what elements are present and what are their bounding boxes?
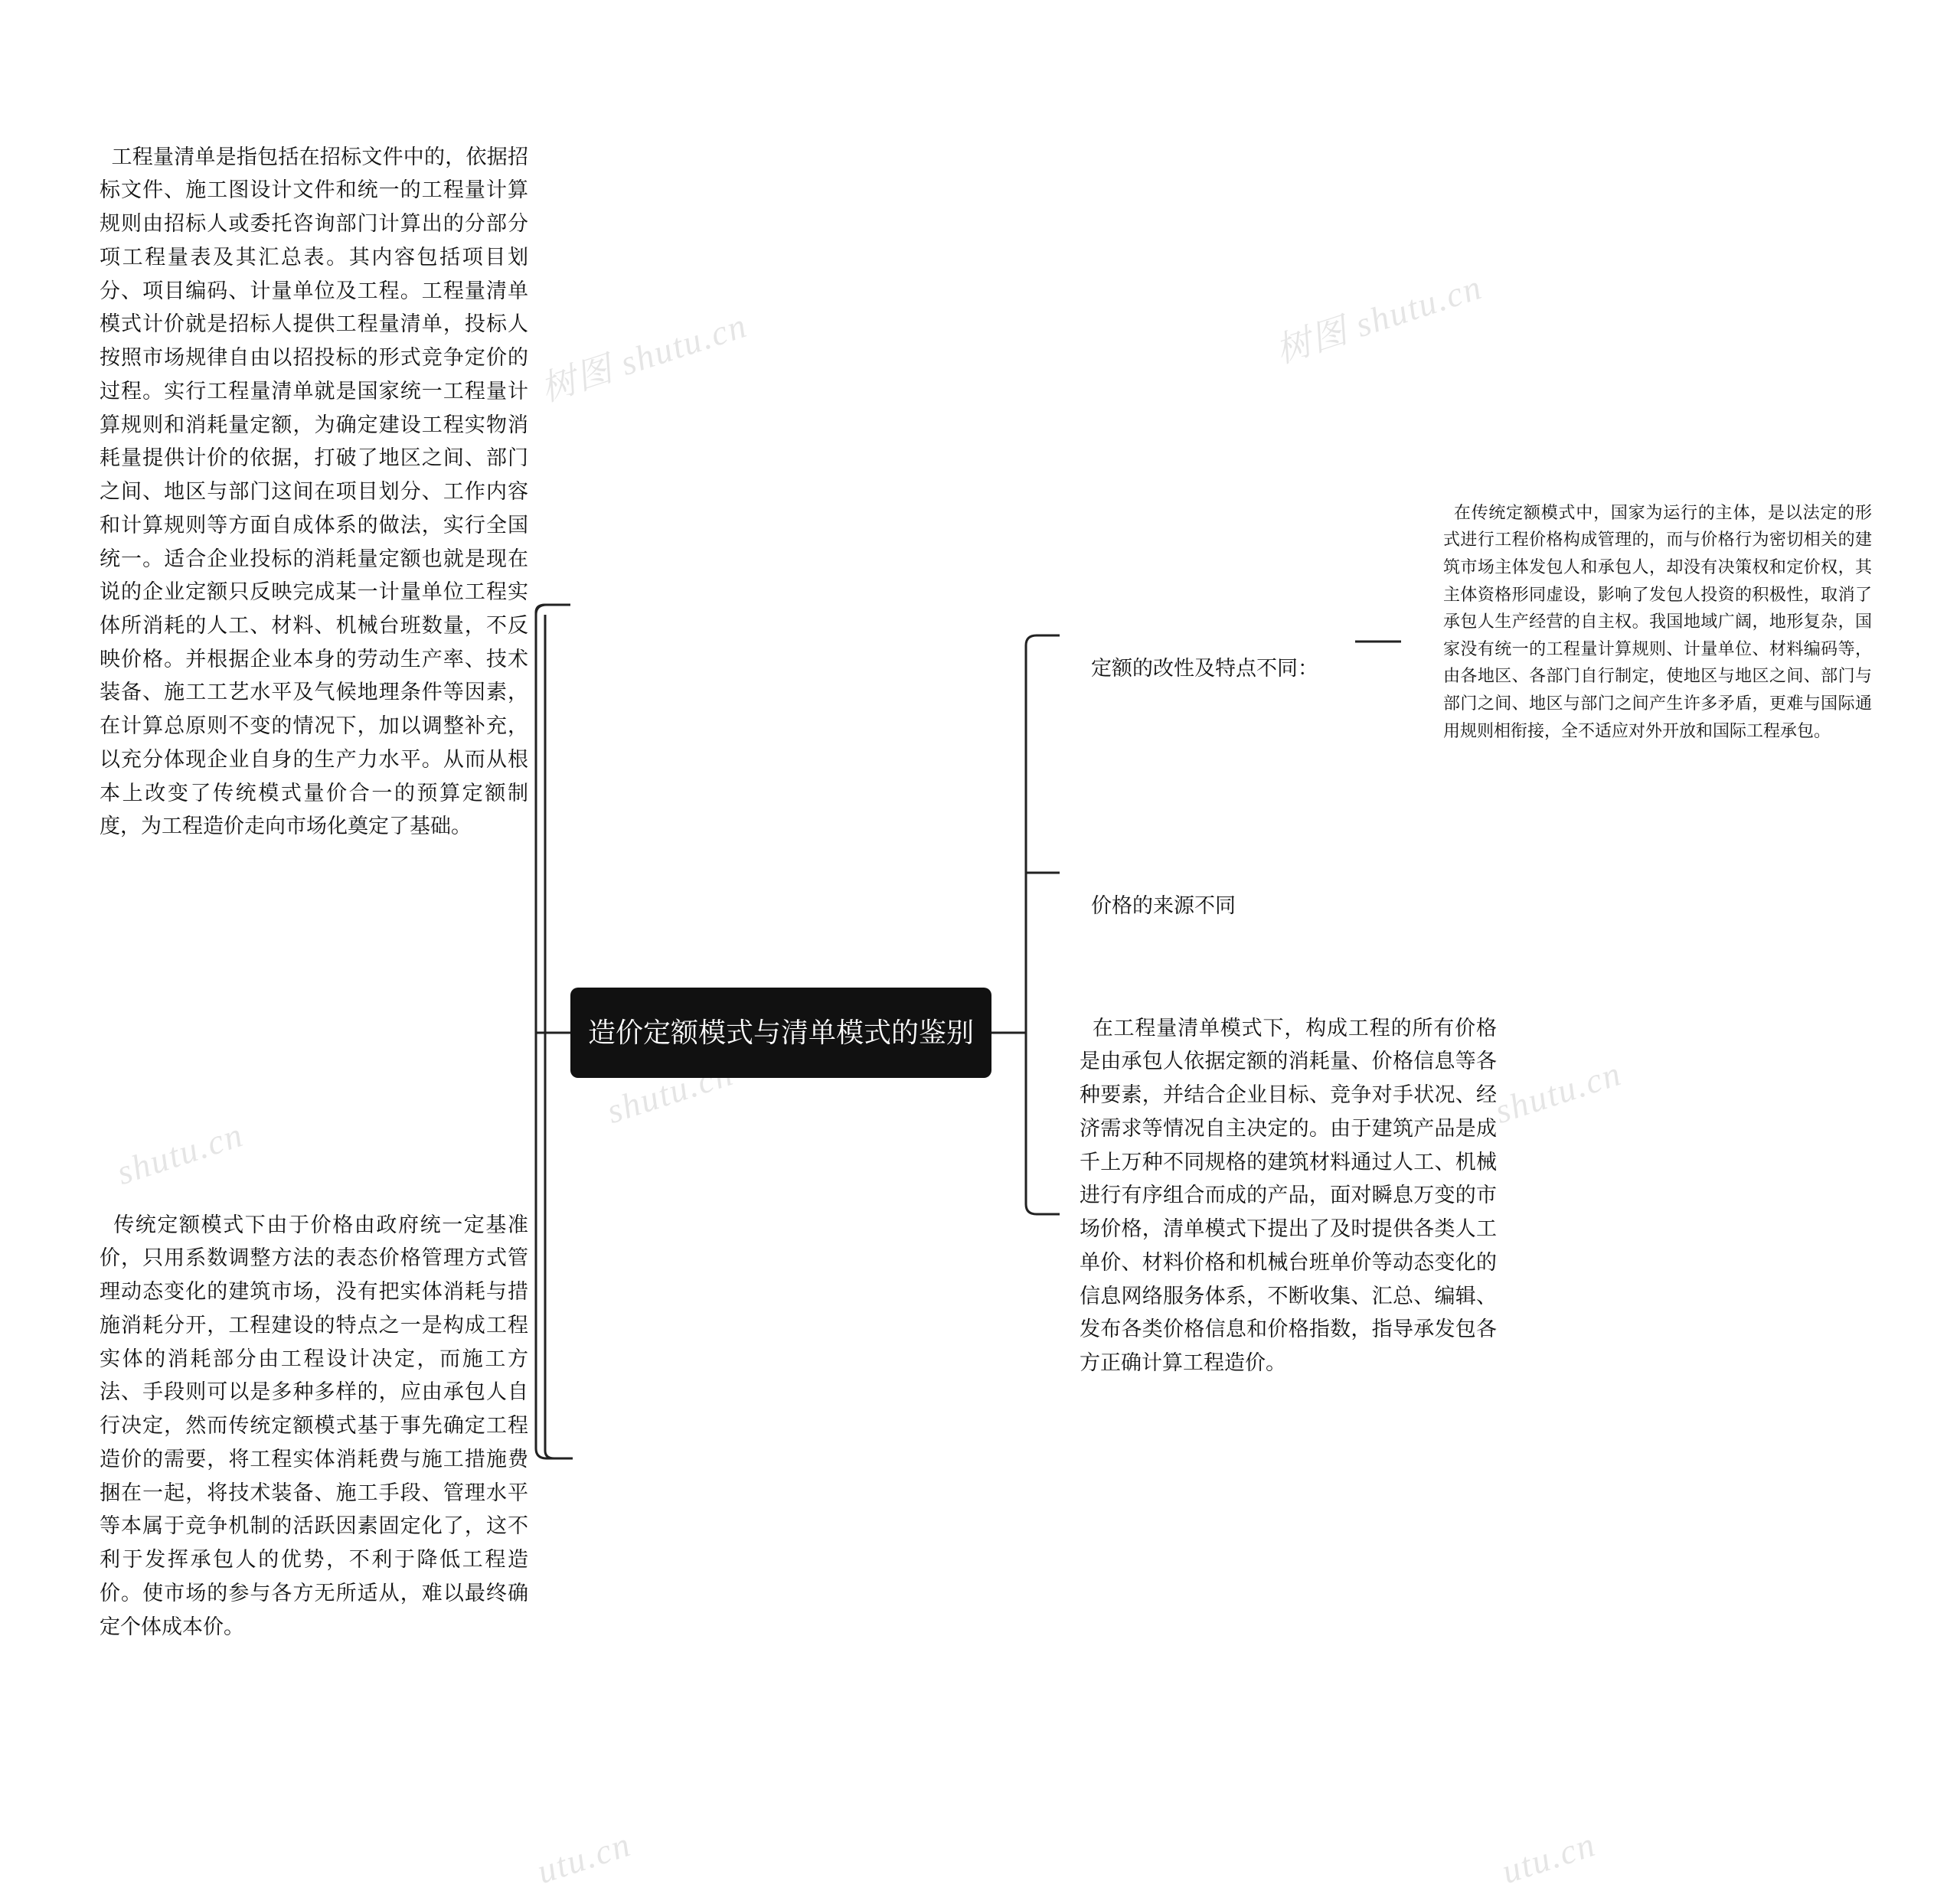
watermark: utu.cn (532, 1824, 636, 1892)
watermark: 树图 shutu.cn (1271, 266, 1488, 371)
branch-detail-text: 在传统定额模式中，国家为运行的主体，是以法定的形式进行工程价格构成管理的，而与价格行为密切相关的建筑市场主体发包人和承包人，却没有决策权和定价权，其主体资格形同虚设，影响了发包人投资的积极性，取消了承包人生产经营的自主权。我国地域广阔，地形复杂，国家没有统一的工程量计算规则、计量单位、材料编码等，由各地区、各部门自行制定，使地区与地区之间、部门与部门之间、地区与部门之间产生许多矛盾，更难与国际通用规则相衔接，全不适应对外开放和国际工程承包。 (1443, 502, 1872, 740)
branch-detail-text: 在工程量清单模式下，构成工程的所有价格是由承包人依据定额的消耗量、价格信息等各种要素，并结合企业目标、竞争对手状况、经济需求等情况自主决定的。由于建筑产品是成千上万种不同规格的建筑材料通过人工、机械进行有序组合而成的产品，面对瞬息万变的市场价格，清单模式下提出了及时提供各类人工单价、材料价格和机械台班单价等动态变化的信息网络服务体系，不断收集、汇总、编辑、发布各类价格信息和价格指数，指导承发包各方正确计算工程造价。 (1080, 1016, 1497, 1375)
watermark: shutu.cn (602, 1053, 739, 1132)
branch-quota-reform-difference-label[interactable] (1080, 622, 1370, 684)
branch-text: 传统定额模式下由于价格由政府统一定基准价，只用系数调整方法的表态价格管理方式管理动态变化的建筑市场，没有把实体消耗与措施消耗分开，工程建设的特点之一是构成工程实体的消耗部分由工程设计决定，而施工方法、手段则可以是多种多样的，应由承包人自行决定，然而传统定额模式基于事先确定工程造价的需要，将工程实体消耗费与施工措施费捆在一起，将技术装备、施工手段、管理水平等本属于竞争机制的活跃因素固定化了，这不利于发挥承包人的优势，不利于降低工程造价。使市场的参与各方无所适从，难以最终确定个体成本价。 (100, 1213, 528, 1638)
branch-label-text: 定额的改性及特点不同： (1091, 656, 1319, 680)
watermark: shutu.cn (112, 1114, 249, 1193)
watermark: 树图 shutu.cn (536, 305, 753, 409)
watermark: shutu.cn (1490, 1053, 1627, 1132)
watermark: utu.cn (1497, 1824, 1601, 1892)
branch-quota-reform-difference-detail[interactable] (1443, 472, 1872, 744)
branch-quantity-bill-description[interactable] (100, 107, 528, 844)
branch-price-source-difference-label[interactable] (1080, 859, 1386, 921)
branch-label-text: 价格的来源不同 (1091, 893, 1236, 917)
branch-price-composition-description[interactable] (1080, 978, 1497, 1380)
branch-text: 工程量清单是指包括在招标文件中的，依据招标文件、施工图设计文件和统一的工程量计算规则由招标人或委托咨询部门计算出的分部分项工程量表及其汇总表。其内容包括项目划分、项目编码、计量单位及工程。工程量清单模式计价就是招标人提供工程量清单，投标人按照市场规律自由以招投标的形式竞争定价的过程。实行工程量清单就是国家统一工程量计算规则和消耗量定额，为确定建设工程实物消耗量提供计价的依据，打破了地区之间、部门之间、地区与部门这间在项目划分、工作内容和计算规则等方面自成体系的做法，实行全国统一。适合企业投标的消耗量定额也就是现在说的企业定额只反映完成某一计量单位工程实体所消耗的人工、材料、机械台班数量，不反映价格。并根据企业本身的劳动生产率、技术装备、施工工艺水平及气候地理条件等因素，在计算总原则不变的情况下，加以调整补充，以充分体现企业自身的生产力水平。从而从根本上改变了传统模式量价合一的预算定额制度，为工程造价走向市场化奠定了基础。 (100, 145, 528, 838)
branch-traditional-quota-mode-description[interactable] (100, 1175, 528, 1644)
root-node-label: 造价定额模式与清单模式的鉴别 (587, 1016, 974, 1048)
root-node[interactable] (570, 988, 991, 1078)
